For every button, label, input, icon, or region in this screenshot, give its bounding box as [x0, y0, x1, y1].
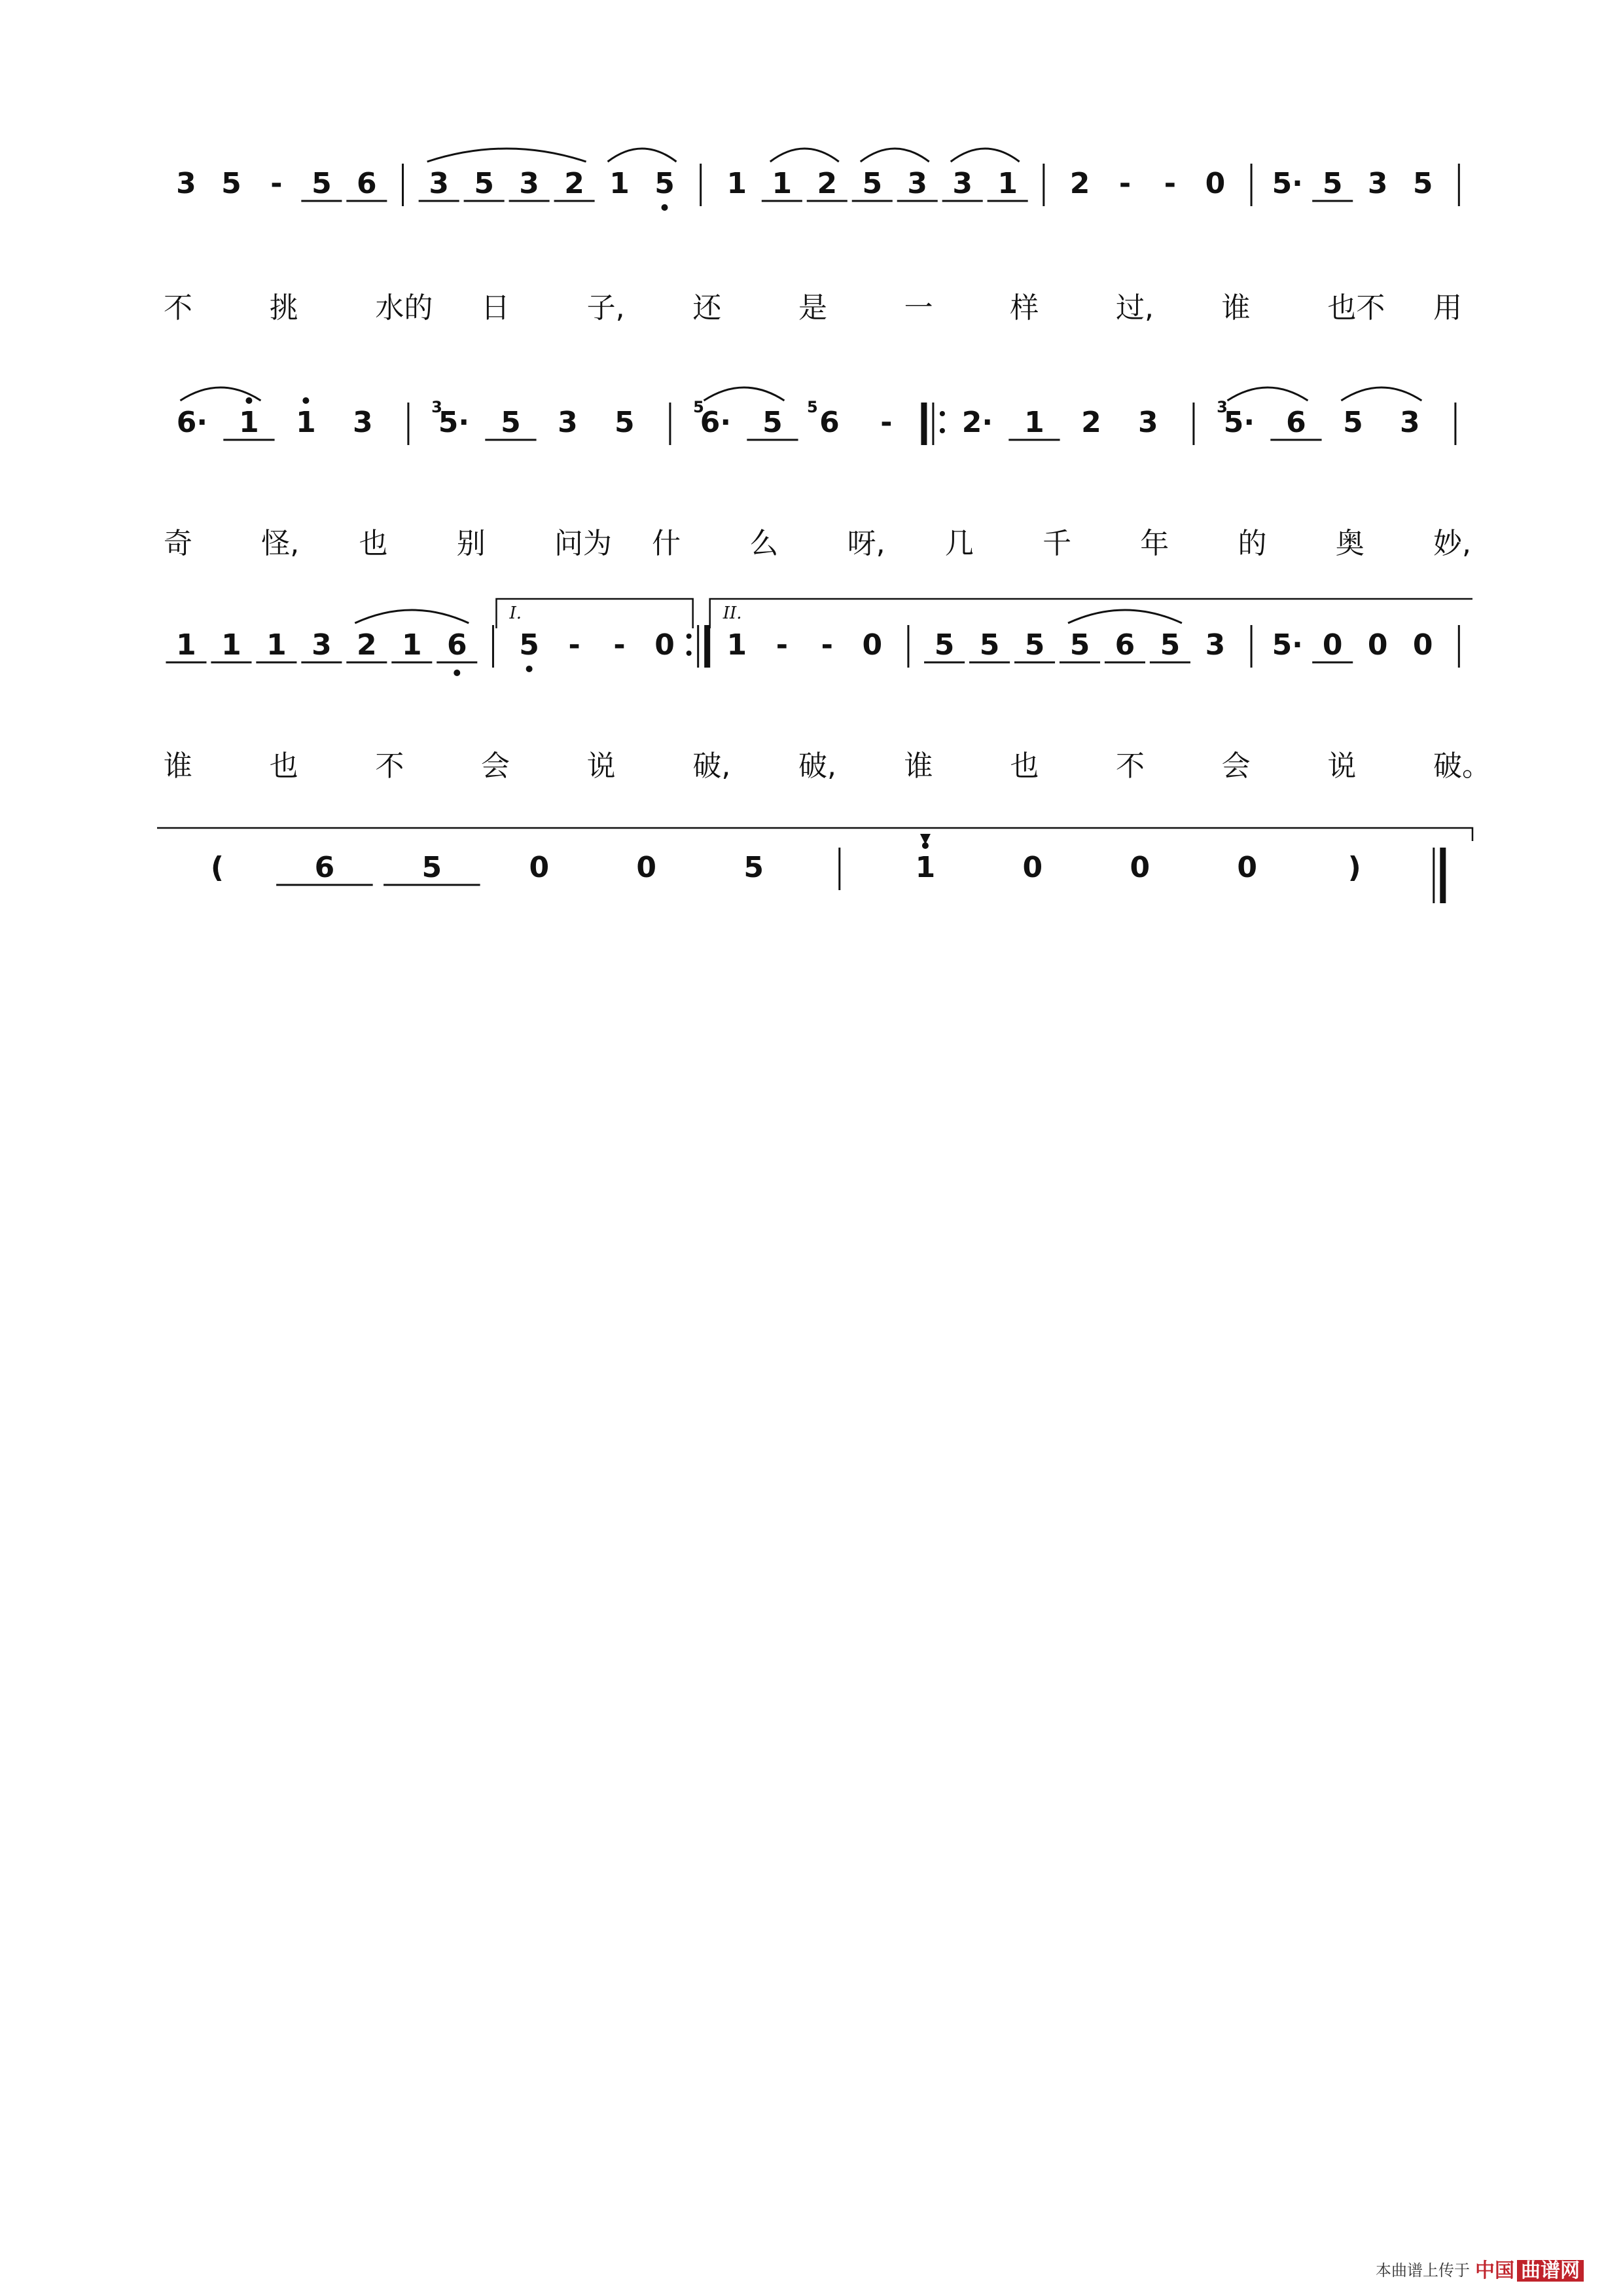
lyric: 样 — [1010, 291, 1039, 325]
slur — [355, 610, 469, 623]
note: 5· — [1272, 167, 1303, 200]
lyric: 说 — [586, 749, 616, 783]
note: 0 — [862, 628, 883, 662]
slur — [427, 149, 586, 162]
note: 0 — [654, 628, 675, 662]
note: - — [821, 628, 833, 662]
instrumental-bracket — [157, 828, 1472, 841]
note: 5 — [421, 851, 442, 884]
low-octave-dot — [454, 670, 460, 676]
note: 1 — [772, 167, 793, 200]
slur — [704, 387, 784, 401]
lyric: 谁 — [1221, 291, 1251, 325]
note: 0 — [1412, 628, 1433, 662]
note: 6 — [314, 851, 335, 884]
lyric: 不 — [1116, 749, 1145, 783]
note: 3 — [176, 167, 196, 200]
note: 3 — [907, 167, 928, 200]
note: 5 — [743, 851, 764, 884]
note: 1 — [176, 628, 196, 662]
note: - — [568, 628, 580, 662]
lyric: 么 — [749, 527, 779, 560]
lyric: 破, — [692, 749, 731, 783]
slur — [1341, 387, 1421, 401]
note: 5 — [1343, 406, 1363, 439]
volta-1-label: I. — [509, 603, 522, 623]
note: 5 — [654, 167, 675, 200]
note: 0 — [636, 851, 657, 884]
lyric: 谁 — [904, 749, 933, 783]
note: 2 — [1081, 406, 1101, 439]
note: 0 — [1322, 628, 1343, 662]
note: 6 — [1115, 628, 1135, 662]
lyric: 过, — [1116, 291, 1154, 325]
note: 1 — [401, 628, 422, 662]
lyric: 也 — [269, 749, 298, 783]
lyric: 年 — [1140, 527, 1169, 560]
lyric: 也 — [1010, 749, 1039, 783]
footer-text: 本曲谱上传于 — [1376, 2261, 1470, 2280]
note: 6· — [700, 406, 732, 439]
note: 0 — [1367, 628, 1388, 662]
note: 5 — [979, 628, 1000, 662]
repeat-dot — [687, 634, 692, 639]
note: 3 — [1367, 167, 1388, 200]
low-octave-dot — [526, 666, 533, 672]
lyric: 一 — [904, 291, 933, 325]
note: ( — [210, 851, 224, 884]
low-octave-dot — [662, 204, 668, 211]
note: 1 — [609, 167, 630, 200]
slur — [861, 149, 929, 162]
note: 5 — [615, 406, 635, 439]
volta-2-label: II. — [722, 603, 742, 623]
note: 3 — [353, 406, 373, 439]
lyric: 呀, — [847, 527, 885, 560]
note: 6· — [176, 406, 208, 439]
note: 3 — [312, 628, 332, 662]
lyric: 是 — [798, 291, 827, 325]
note: 0 — [1205, 167, 1226, 200]
lyric: 的 — [1238, 527, 1267, 560]
lyric: 说 — [1327, 749, 1357, 783]
lyric: 不 — [375, 749, 404, 783]
lyric: 问为 — [554, 527, 612, 560]
lyric: 还 — [692, 291, 722, 325]
slur — [1068, 610, 1182, 623]
footer — [1376, 2254, 1584, 2283]
note: 5 — [501, 406, 521, 439]
note: - — [270, 167, 283, 200]
volta-1-bracket — [496, 599, 692, 628]
lyric: 破。 — [1433, 749, 1491, 783]
note: 5· — [438, 406, 470, 439]
note: 5 — [1069, 628, 1090, 662]
note: 2 — [1069, 167, 1090, 200]
lyric: 破, — [798, 749, 836, 783]
lyric: 奥 — [1335, 527, 1364, 560]
grace-note: 5 — [693, 398, 704, 416]
note: 0 — [1130, 851, 1150, 884]
note: 2 — [817, 167, 838, 200]
note: 5 — [221, 167, 241, 200]
high-octave-dot — [245, 397, 252, 404]
slur — [770, 149, 839, 162]
lyric: 妙, — [1433, 527, 1471, 560]
slur — [1227, 387, 1308, 401]
note: 1 — [221, 628, 241, 662]
repeat-dot — [940, 428, 945, 433]
slur — [608, 149, 677, 162]
note: - — [613, 628, 626, 662]
lyric: 会 — [1221, 749, 1251, 783]
note: 5 — [312, 167, 332, 200]
lyric: 子, — [586, 291, 625, 325]
note: 1 — [997, 167, 1018, 200]
note: 5 — [519, 628, 539, 662]
note: 1 — [296, 406, 316, 439]
lyric: 别 — [456, 527, 486, 560]
note: 5· — [1223, 406, 1255, 439]
note: 0 — [529, 851, 550, 884]
repeat-dot — [687, 651, 692, 656]
note: ) — [1347, 851, 1361, 884]
note: 6 — [446, 628, 467, 662]
accent-mark — [920, 834, 931, 844]
lyric: 会 — [481, 749, 510, 783]
lyric: 千 — [1043, 527, 1072, 560]
note: 3 — [952, 167, 973, 200]
note: 0 — [1237, 851, 1258, 884]
note: 2 — [357, 628, 377, 662]
lyric: 水的 — [375, 291, 433, 325]
slur — [951, 149, 1020, 162]
note: 5 — [1024, 628, 1045, 662]
lyric: 什 — [652, 527, 681, 560]
grace-note: 3 — [1217, 398, 1228, 416]
repeat-dot — [940, 411, 945, 416]
site-logo[interactable] — [1475, 2254, 1584, 2283]
lyric: 用 — [1433, 291, 1462, 325]
note: 5 — [934, 628, 955, 662]
high-octave-dot — [302, 397, 309, 404]
note: 5 — [1322, 167, 1343, 200]
note: 1 — [266, 628, 287, 662]
note: 3 — [1205, 628, 1226, 662]
note: 5 — [1412, 167, 1433, 200]
lyric: 怪, — [261, 527, 300, 560]
lyric: 几 — [944, 527, 974, 560]
lyric: 挑 — [269, 291, 298, 325]
note: 1 — [1024, 406, 1044, 439]
note: 1 — [726, 167, 747, 200]
lyric: 谁 — [164, 749, 192, 783]
note: 5 — [1160, 628, 1181, 662]
note: 1 — [915, 851, 936, 884]
note: 3 — [558, 406, 578, 439]
lyric: 日 — [481, 291, 510, 325]
note: 5· — [1272, 628, 1303, 662]
note: - — [1164, 167, 1177, 200]
note: 3 — [519, 167, 539, 200]
note: 5 — [762, 406, 783, 439]
grace-note: 3 — [431, 398, 442, 416]
site-logo-brand: 曲谱网 — [1517, 2260, 1584, 2282]
note: 6 — [357, 167, 377, 200]
site-logo-cn: 中国 — [1475, 2260, 1514, 2282]
note: 2 — [564, 167, 584, 200]
lyric: 奇 — [164, 527, 192, 560]
note: 1 — [726, 628, 747, 662]
note: - — [880, 406, 893, 439]
note: - — [776, 628, 788, 662]
note: 6 — [1286, 406, 1306, 439]
note: 1 — [239, 406, 259, 439]
note: 2· — [961, 406, 993, 439]
note: 5 — [474, 167, 494, 200]
lyric: 不 — [164, 291, 192, 325]
note: 6 — [819, 406, 840, 439]
note: 3 — [429, 167, 450, 200]
note: 3 — [1400, 406, 1420, 439]
grace-note: 5 — [807, 398, 818, 416]
note: 5 — [862, 167, 883, 200]
note: 0 — [1022, 851, 1043, 884]
note: - — [1118, 167, 1132, 200]
lyric: 也不 — [1327, 291, 1385, 325]
note: 3 — [1138, 406, 1158, 439]
lyric: 也 — [359, 527, 388, 560]
